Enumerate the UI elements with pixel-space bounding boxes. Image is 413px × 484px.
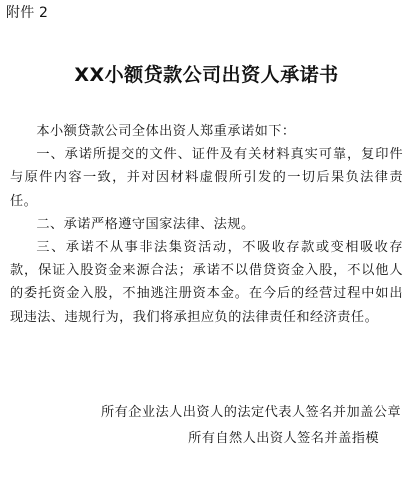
signature-block — [101, 400, 401, 452]
intro-paragraph: 本小额贷款公司全体出资人郑重承诺如下： — [36, 124, 296, 139]
commitment-paragraph-1: 一、承诺所提交的文件、证件及有关材料真实可靠，复印件与原件内容一致，并对因材料虚假所引发的一切后果负法律责任。 — [10, 147, 403, 209]
legal-person-signature-line: 所有企业法人出资人的法定代表人签名并加盖公章 — [100, 405, 401, 420]
commitment-paragraph-3: 三、承诺不从事非法集资活动，不吸收存款或变相吸收存款，保证入股资金来源合法；承诺不以借贷资金入股，不以他人的委托资金入股，不抽逃注册资本金。在今后的经营过程中如出现违法、违规行为，我们将承担应负的法律责任和经济责任。 — [10, 240, 403, 325]
commitment-paragraph-2: 二、承诺严格遵守国家法律、法规。 — [36, 216, 255, 232]
document-title: XX小额贷款公司出资人承诺书 — [74, 64, 339, 86]
natural-person-signature-line: 所有自然人出资人签名并盖指模 — [188, 431, 379, 446]
attachment-label: 附件 2 — [6, 5, 49, 21]
document-body — [10, 120, 403, 329]
